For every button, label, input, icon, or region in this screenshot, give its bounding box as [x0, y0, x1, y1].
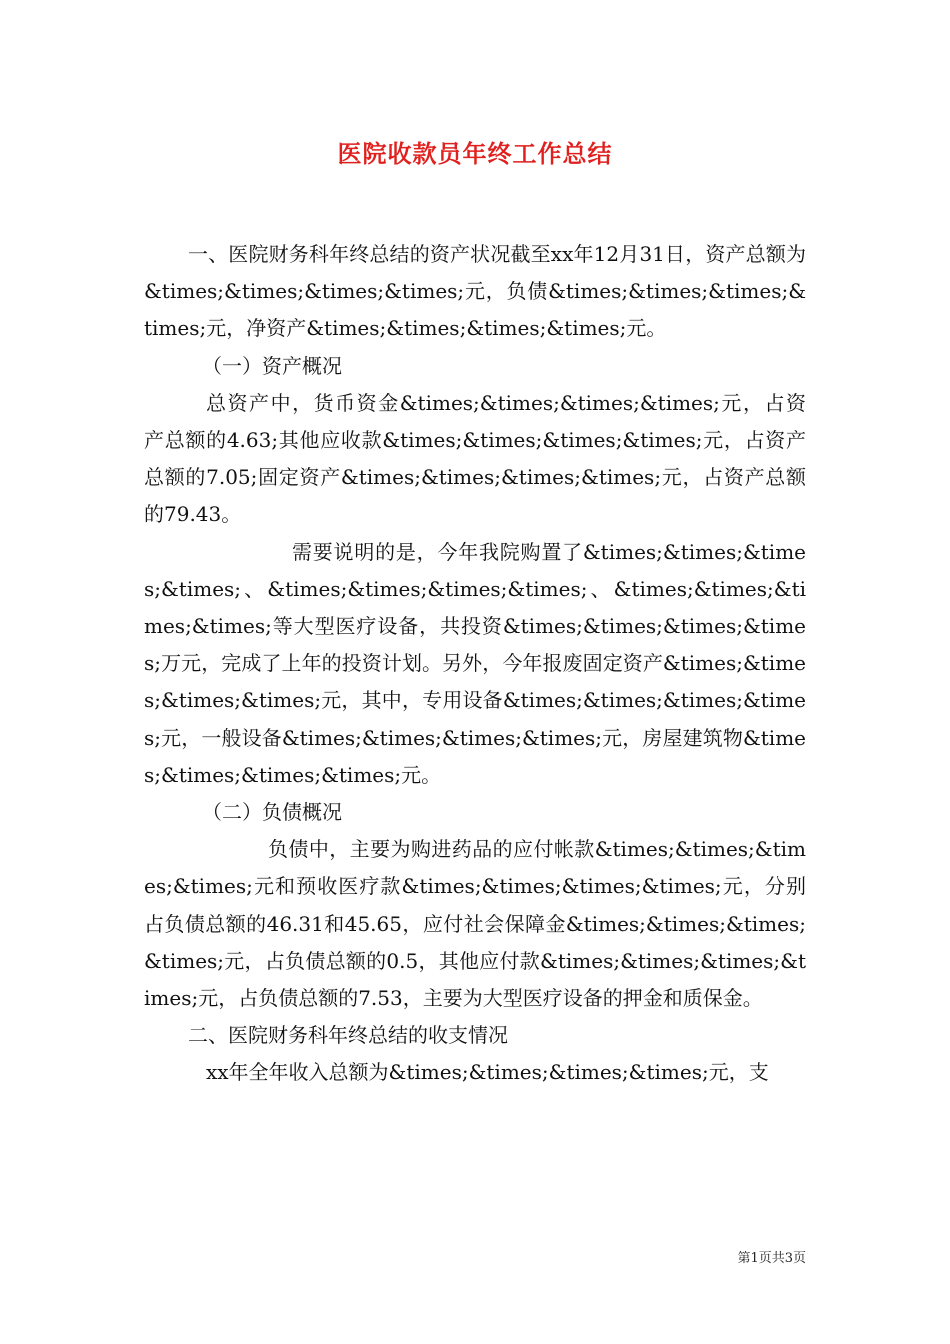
document-title: 医院收款员年终工作总结: [337, 139, 613, 168]
paragraph-liabilities-detail: 负债中，主要为购进药品的应付帐款&times;&times;&times;&times;元和预收医疗款&times;&times;&times;&times;元，分别占负债总额的46.31和45.65，应付社会保障金&times;&times;&times;&times;元，占负债总额的0.5，其他应付款&times;&times;&times;&times;元，占负债总额的7.53，主要为大型医疗设备的押金和质保金。: [144, 837, 806, 1011]
page-number: 第1页共3页: [737, 1251, 806, 1266]
heading-income-expense: 二、医院财务科年终总结的收支情况: [188, 1023, 508, 1048]
paragraph-equipment-purchase: 需要说明的是，今年我院购置了&times;&times;&times;&times;、&times;&times;&times;&times;、&times;&times;&times;&times;等大型医疗设备，共投资&times;&times;&times;&times;万元，完成了上年的投资计划。另外，今年报废固定资产&times;&times;&times;&times;元，其中，专用设备&times;&times;&times;&times;元，一般设备&times;&times;&times;&times;元，房屋建筑物&times;&times;&times;&times;元。: [144, 539, 806, 787]
paragraph-income-total: xx年全年收入总额为&times;&times;&times;&times;元，支: [206, 1060, 769, 1085]
heading-assets-overview: （一）资产概况: [202, 353, 342, 378]
paragraph-assets-summary: 一、医院财务科年终总结的资产状况截至xx年12月31日，资产总额为&times;&times;&times;&times;元，负债&times;&times;&times;&times;元，净资产&times;&times;&times;&times;元。: [144, 242, 806, 341]
paragraph-assets-detail: 总资产中，货币资金&times;&times;&times;&times;元，占资产总额的4.63;其他应收款&times;&times;&times;&times;元，占资产总额的7.05;固定资产&times;&times;&times;&times;元，占资产总额的79.43。: [144, 390, 806, 527]
document-body: [144, 236, 806, 1092]
heading-liabilities-overview: （二）负债概况: [202, 800, 342, 825]
